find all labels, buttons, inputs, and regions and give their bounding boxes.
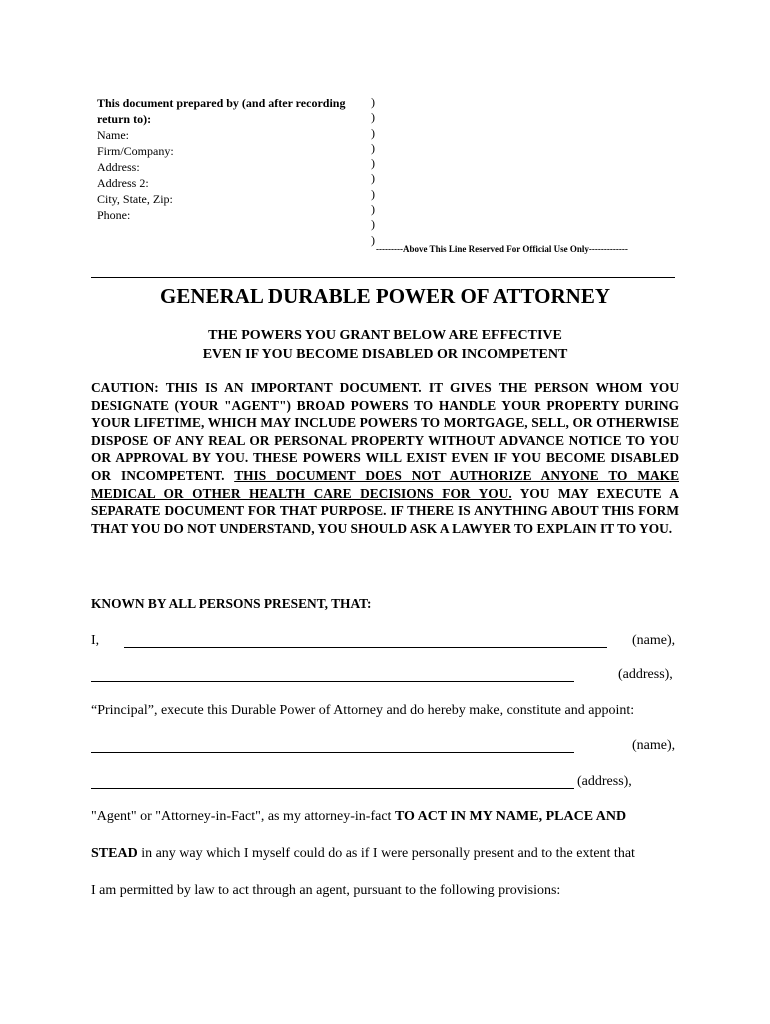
agent-line2-text: in any way which I myself could do as if I were personally present and to the extent that xyxy=(137,846,635,861)
caution-underlined-text: THIS DOCUMENT DOES NOT AUTHORIZE ANYONE TO MAKE MEDICAL OR OTHER HEALTH CARE DECISIONS FOR YOU. xyxy=(91,467,680,501)
paren-column xyxy=(371,95,375,248)
agent-name-label: (name), xyxy=(632,738,676,753)
agent-line2-bold: STEAD xyxy=(91,846,138,861)
document-title: GENERAL DURABLE POWER OF ATTORNEY xyxy=(159,284,610,308)
paren: ) xyxy=(371,110,375,125)
paren: ) xyxy=(371,95,375,109)
paren: ) xyxy=(371,125,375,140)
principal-prefix: I, xyxy=(91,633,100,648)
subtitle-line1: THE POWERS YOU GRANT BELOW ARE EFFECTIVE xyxy=(208,328,562,343)
subtitle-line2: EVEN IF YOU BECOME DISABLED OR INCOMPETENT xyxy=(202,347,568,362)
firm-field-label: Firm/Company: xyxy=(97,144,174,158)
paren: ) xyxy=(371,186,375,201)
address2-field-label: Address 2: xyxy=(97,176,149,190)
principal-address-label: (address), xyxy=(618,667,673,682)
paren: ) xyxy=(371,202,375,217)
prepared-by-line1: This document prepared by (and after recording xyxy=(97,96,346,110)
known-heading: KNOWN BY ALL PERSONS PRESENT, THAT: xyxy=(91,596,372,611)
principal-name-blank[interactable] xyxy=(124,647,607,648)
caution-text-2: YOU MAY EXECUTE A SEPARATE DOCUMENT FOR THAT PURPOSE. IF THERE IS ANYTHING ABOUT THIS FORM THAT YOU DO NOT UNDERSTAND, YOU SHOULD ASK A LAWYER TO EXPLAIN IT TO YOU. xyxy=(91,485,679,536)
principal-statement: “Principal”, execute this Durable Power of Attorney and do hereby make, constitute and appoint: xyxy=(91,703,635,718)
name-field-label: Name: xyxy=(97,128,129,142)
agent-address-label: (address), xyxy=(577,774,632,789)
document-subtitle xyxy=(0,326,770,364)
paren: ) xyxy=(371,232,375,247)
principal-name-label: (name), xyxy=(632,633,676,648)
agent-line3: I am permitted by law to act through an agent, pursuant to the following provisions: xyxy=(91,883,561,898)
paren: ) xyxy=(371,156,375,171)
paren: ) xyxy=(371,217,375,232)
caution-text-1: CAUTION: THIS IS AN IMPORTANT DOCUMENT. IT GIVES THE PERSON WHOM YOU DESIGNATE (YOUR "AGENT") BROAD POWERS TO HANDLE YOUR PROPERTY DURING YOUR LIFETIME, WHICH MAY INCLUDE POWERS TO MORTGAGE, SELL, OR OTHERWISE DISPOSE OF ANY REAL OR PERSONAL PROPERTY WITHOUT ADVANCE NOTICE TO YOU OR APPROVAL BY YOU. THESE POWERS WILL EXIST EVEN IF YOU BECOME DISABLED OR INCOMPETENT. xyxy=(91,380,679,483)
agent-line2 xyxy=(91,846,635,862)
principal-address-blank[interactable] xyxy=(91,681,574,682)
reserved-line: ---------Above This Line Reserved For Official Use Only------------- xyxy=(376,244,628,254)
agent-line1-bold: TO ACT IN MY NAME, PLACE AND xyxy=(394,809,627,824)
agent-address-blank[interactable] xyxy=(91,788,574,789)
address-field-label: Address: xyxy=(97,160,140,174)
phone-field-label: Phone: xyxy=(97,208,131,222)
agent-line1 xyxy=(91,809,626,825)
agent-line1-text: "Agent" or "Attorney-in-Fact", as my attorney-in-fact xyxy=(91,809,395,824)
agent-name-blank[interactable] xyxy=(91,752,574,753)
paren: ) xyxy=(371,140,375,155)
caution-paragraph xyxy=(91,379,679,537)
city-state-zip-field-label: City, State, Zip: xyxy=(97,192,173,206)
preparer-block xyxy=(97,95,367,223)
prepared-by-line2: return to): xyxy=(97,112,152,126)
paren: ) xyxy=(371,171,375,186)
header-divider xyxy=(91,277,675,278)
